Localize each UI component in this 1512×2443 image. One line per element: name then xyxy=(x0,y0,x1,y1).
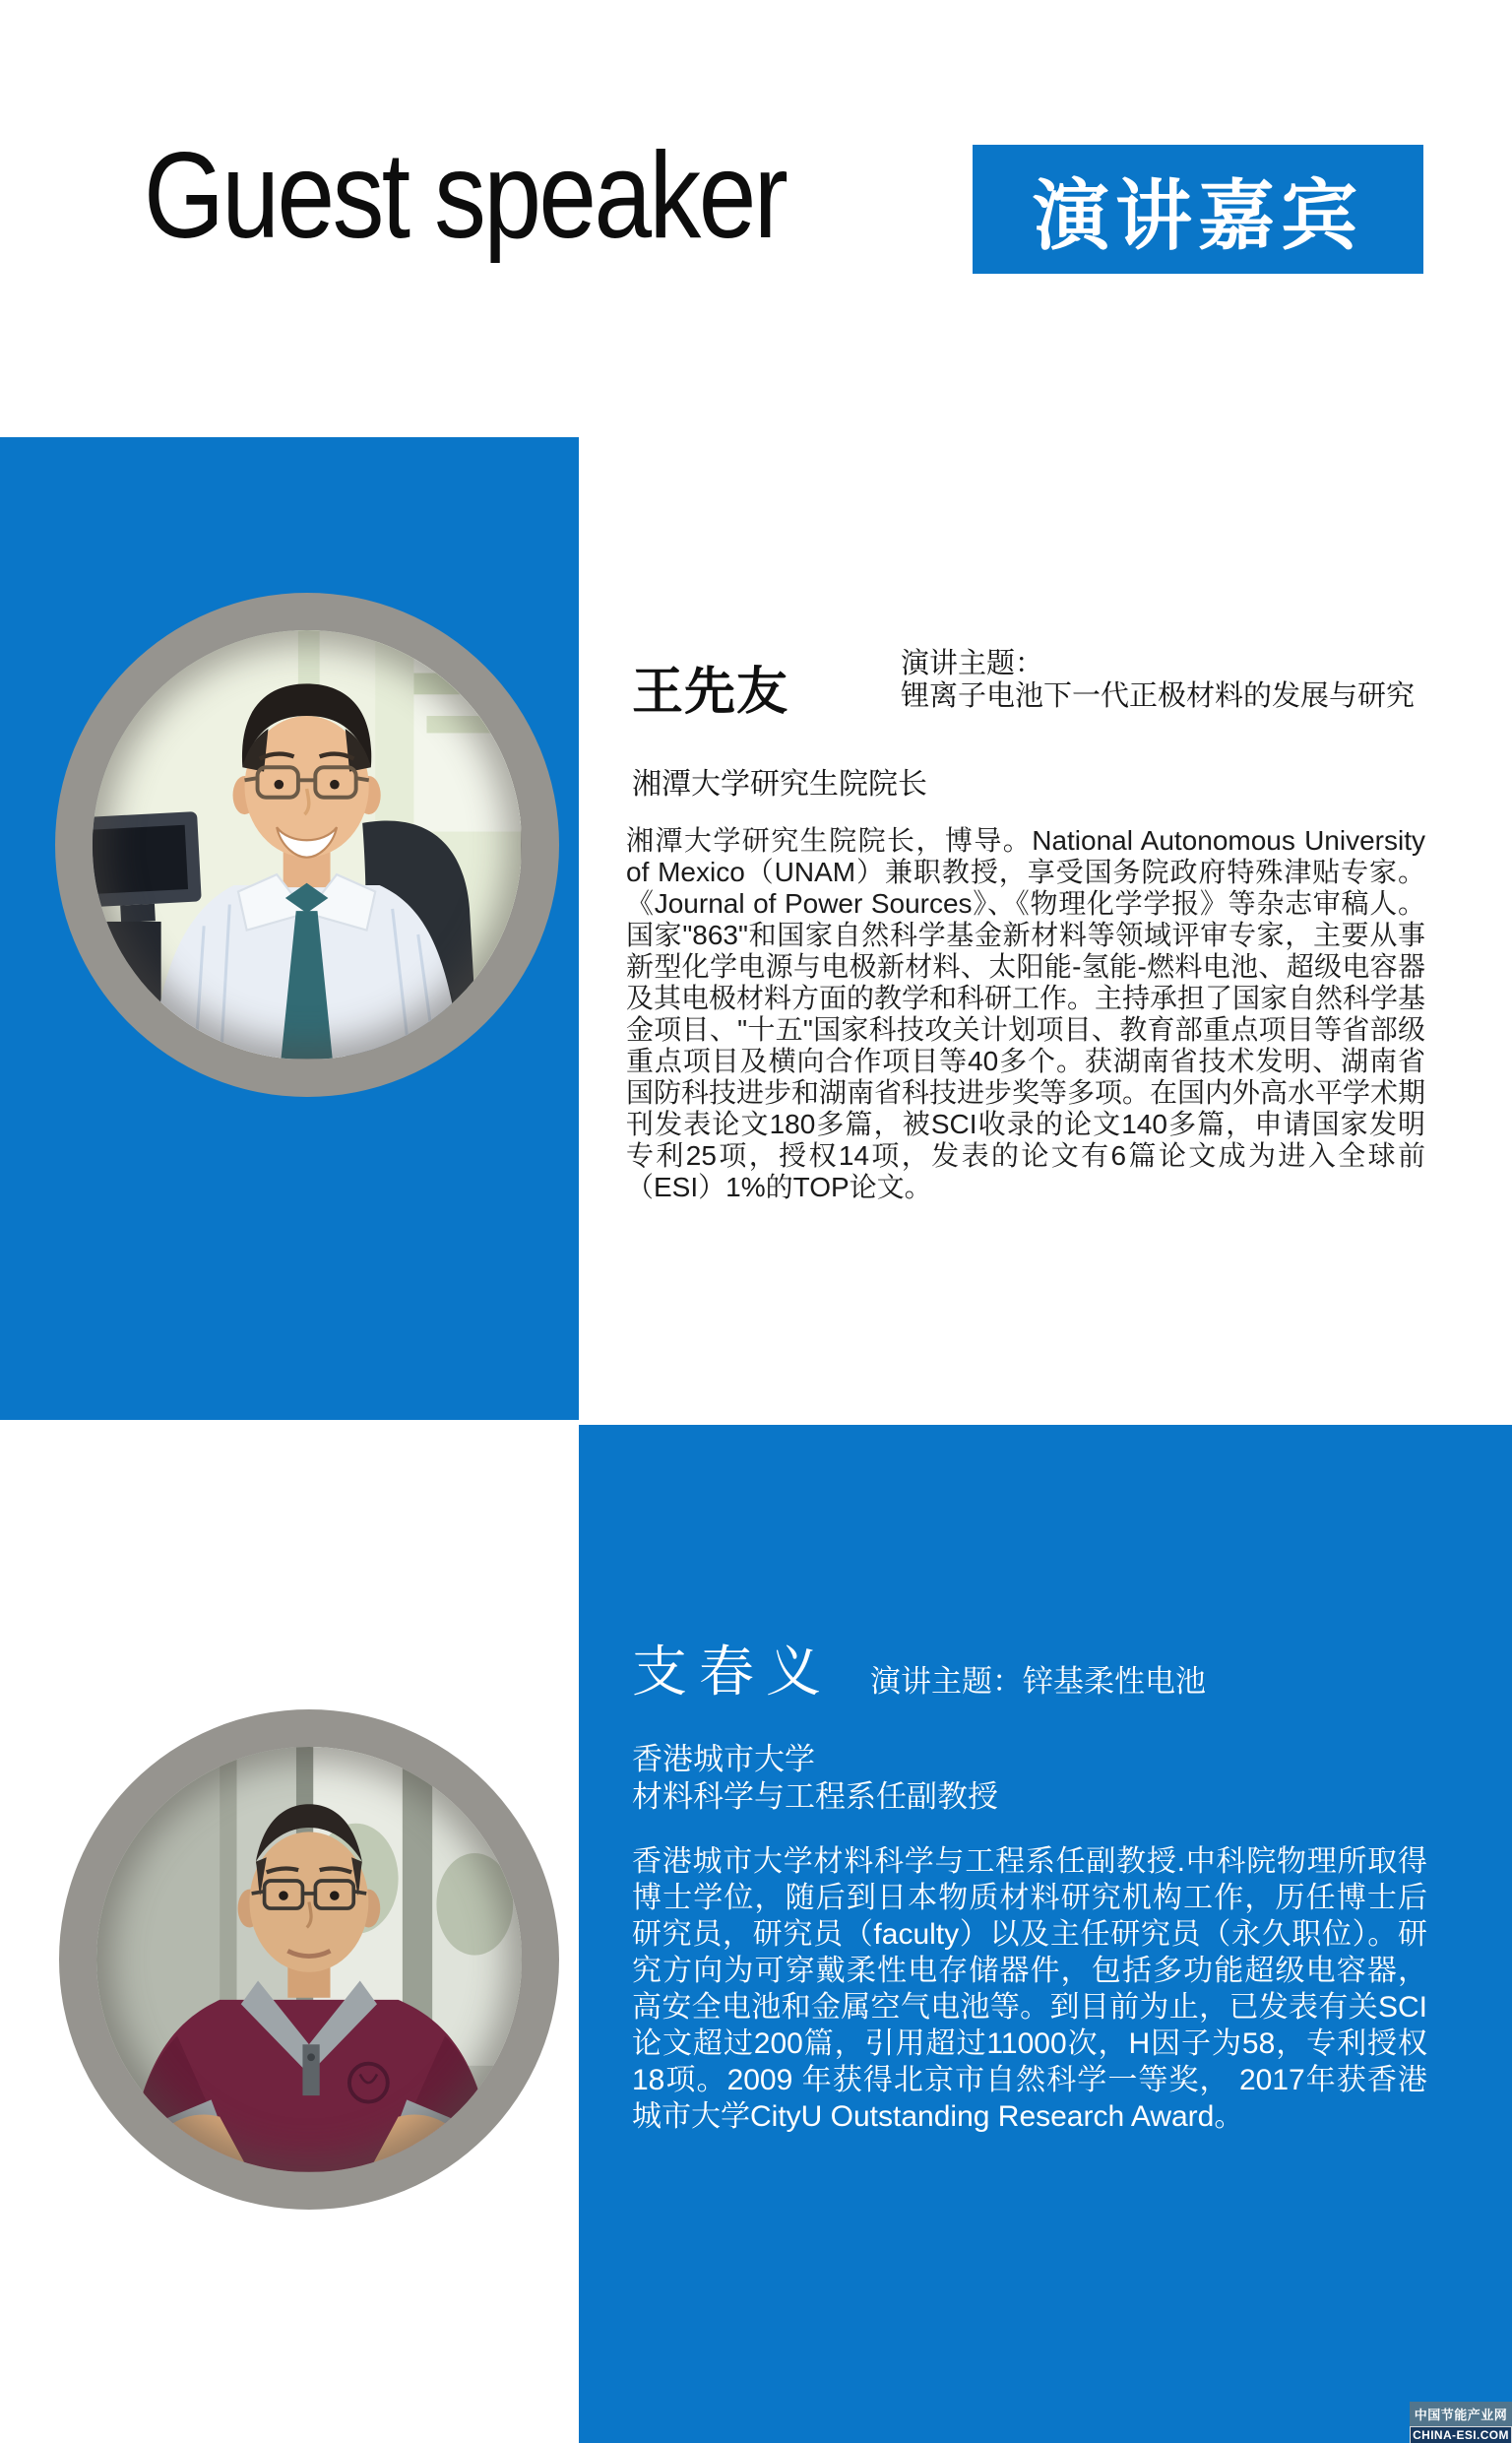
computer-monitors xyxy=(93,811,203,925)
speaker1-topic-text: 锂离子电池下一代正极材料的发展与研究 xyxy=(901,680,1416,712)
speaker1-topic-label: 演讲主题： xyxy=(901,648,1044,679)
speaker1-portrait-image xyxy=(93,630,521,1059)
glasses xyxy=(252,1881,367,1908)
china-esi-logo-domain: CHINA-ESI.COM xyxy=(1410,2426,1512,2443)
china-esi-logo-cn: 中国节能产业网 xyxy=(1410,2402,1512,2426)
china-esi-logo xyxy=(1410,2402,1512,2443)
speaker2-bio: 香港城市大学材料科学与工程系任副教授.中科院物理所取得博士学位，随后到日本物质材料研究机构工作，历任博士后研究员，研究员（faculty）以及主任研究员（永久职位）。研究方向为可穿戴柔性电存储器件，包括多功能超级电容器，高安全电池和金属空气电池等。到目前为止，已发表有关SCI论文超过200篇，引用超过11000次，H因子为58，专利授权18项。2009 年获得北京市自然科学一等奖， 2017年获香港城市大学CityU Outstanding Research Award。 xyxy=(632,1845,1427,2133)
speaker2-role xyxy=(632,1741,998,1816)
page-title: Guest speaker xyxy=(144,128,787,264)
glasses xyxy=(245,768,369,798)
speaker2-name: 支春义 xyxy=(632,1640,833,1704)
speaker1-topic xyxy=(901,648,1415,713)
office-background xyxy=(93,630,521,1059)
person xyxy=(153,684,461,1060)
speaker1-photo xyxy=(55,593,559,1097)
office-chair xyxy=(346,821,478,1060)
speaker1-portrait-illustration xyxy=(93,630,521,1059)
speaker2-topic: 演讲主题：锌基柔性电池 xyxy=(870,1664,1206,1699)
shirt-stripes xyxy=(196,905,436,1060)
speaker1-role: 湘潭大学研究生院院长 xyxy=(632,768,927,801)
speaker2-photo xyxy=(59,1709,559,2210)
page-title-zh-label: 演讲嘉宾 xyxy=(1032,171,1363,259)
speaker2-role-line1: 香港城市大学 xyxy=(632,1742,815,1776)
page-title-zh-badge xyxy=(973,145,1423,274)
lobby-background xyxy=(96,1747,522,2172)
speaker1-name: 王先友 xyxy=(632,664,789,721)
person xyxy=(126,1804,496,2172)
speaker2-role-line2: 材料科学与工程系任副教授 xyxy=(632,1779,998,1814)
speaker2-portrait-image xyxy=(96,1747,522,2172)
speaker1-bio: 湘潭大学研究生院院长，博导。National Autonomous University of Mexico（UNAM）兼职教授，享受国务院政府特殊津贴专家。《Journal of Power Sources》、《物理化学学报》等杂志审稿人。国家"863"和国家自然科学基金新材料等领域评审专家，主要从事新型化学电源与电极新材料、太阳能-氢能-燃料电池、超级电容器及其电极材料方面的教学和科研工作。主持承担了国家自然科学基金项目、"十五"国家科技攻关计划项目、教育部重点项目等省部级重点项目及横向合作项目等40多个。获湖南省技术发明、湖南省国防科技进步和湖南省科技进步奖等多项。在国内外高水平学术期刊发表论文180多篇，被SCI收录的论文140多篇，申请国家发明专利25项，授权14项，发表的论文有6篇论文成为进入全球前（ESI）1%的TOP论文。 xyxy=(626,825,1426,1202)
speaker2-portrait-illustration xyxy=(96,1747,522,2172)
